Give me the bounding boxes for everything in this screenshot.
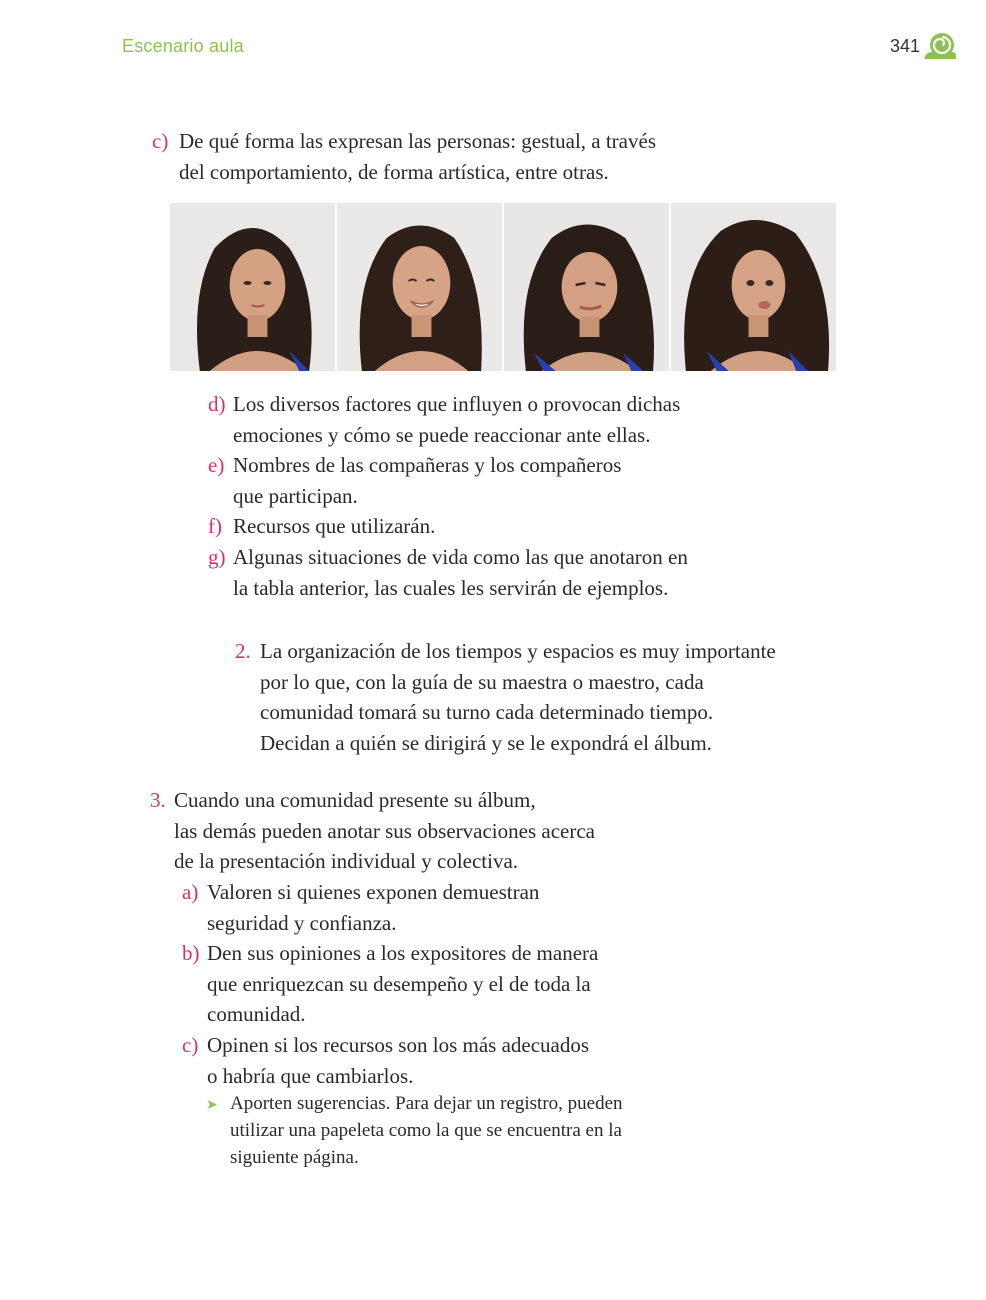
- photo-smiling-expression: [337, 203, 502, 371]
- list-item-line: Recursos que utilizarán.: [233, 514, 436, 538]
- list-item-f: [208, 511, 435, 542]
- list-marker: b): [182, 941, 200, 965]
- list-item-line: Opinen si los recursos son los más adecuados: [207, 1033, 590, 1057]
- snail-spiral-icon: [922, 30, 958, 62]
- list-item-line: Valoren si quienes exponen demuestran: [207, 880, 540, 904]
- bullet-suggestions: [206, 1090, 623, 1171]
- list-item-line: Cuando una comunidad presente su álbum,: [174, 788, 536, 812]
- list-item-line: De qué forma las expresan las personas: gestual, a través: [179, 129, 656, 153]
- list-item-line: utilizar una papeleta como la que se encuentra en la: [230, 1120, 622, 1141]
- list-marker: e): [208, 453, 225, 477]
- arrow-bullet-icon: ➤: [206, 1098, 218, 1113]
- numbered-item-2: [235, 636, 776, 758]
- list-item-g: [208, 542, 688, 603]
- list-item-line: que participan.: [233, 483, 358, 508]
- list-item-line: Den sus opiniones a los expositores de manera: [207, 941, 599, 965]
- list-item-line: Los diversos factores que influyen o provocan dichas: [233, 392, 681, 416]
- list-item-e: [208, 450, 621, 511]
- list-item-a: [182, 877, 539, 938]
- list-item-line: Nombres de las compañeras y los compañeros: [233, 453, 622, 477]
- list-item-c-bottom: [182, 1030, 589, 1091]
- numbered-item-3: [150, 785, 595, 877]
- list-marker: d): [208, 392, 226, 416]
- list-item-line: Aporten sugerencias. Para dejar un registro, pueden: [230, 1093, 623, 1114]
- list-item-line: Decidan a quién se dirigirá y se le expondrá el álbum.: [260, 730, 712, 755]
- list-item-b: [182, 938, 598, 1030]
- list-item-line: de la presentación individual y colectiva.: [174, 849, 519, 873]
- list-item-line: o habría que cambiarlos.: [207, 1063, 414, 1088]
- section-label: Escenario aula: [122, 36, 244, 56]
- list-item-d: [208, 389, 680, 450]
- list-marker: 2.: [235, 639, 251, 663]
- list-item-line: comunidad tomará su turno cada determinado tiempo.: [260, 700, 714, 724]
- list-item-line: siguiente página.: [230, 1147, 359, 1168]
- page-number: 341: [890, 36, 921, 56]
- list-item-line: las demás pueden anotar sus observaciones acerca: [174, 818, 595, 843]
- list-item-line: por lo que, con la guía de su maestra o maestro, cada: [260, 669, 704, 694]
- list-marker: 3.: [150, 788, 166, 812]
- expressions-photo-strip: [170, 203, 836, 371]
- list-marker: f): [208, 514, 222, 538]
- photo-neutral-expression: [170, 203, 335, 371]
- list-item-line: del comportamiento, de forma artística, entre otras.: [179, 159, 609, 184]
- list-item-line: emociones y cómo se puede reaccionar ante ellas.: [233, 422, 651, 447]
- list-item-line: Algunas situaciones de vida como las que anotaron en: [233, 545, 688, 569]
- list-item-line: que enriquezcan su desempeño y el de toda la: [207, 971, 591, 996]
- list-marker: a): [182, 880, 199, 904]
- list-item-line: seguridad y confianza.: [207, 910, 397, 935]
- list-item-line: comunidad.: [207, 1002, 306, 1026]
- list-item-c-top: [152, 126, 656, 187]
- list-item-line: la tabla anterior, las cuales les servirán de ejemplos.: [233, 575, 669, 600]
- list-marker: g): [208, 545, 226, 569]
- photo-pouting-expression: [671, 203, 836, 371]
- list-item-line: La organización de los tiempos y espacios es muy importante: [260, 639, 776, 663]
- list-marker: c): [182, 1033, 199, 1057]
- list-marker: c): [152, 129, 169, 153]
- photo-squinting-expression: [504, 203, 669, 371]
